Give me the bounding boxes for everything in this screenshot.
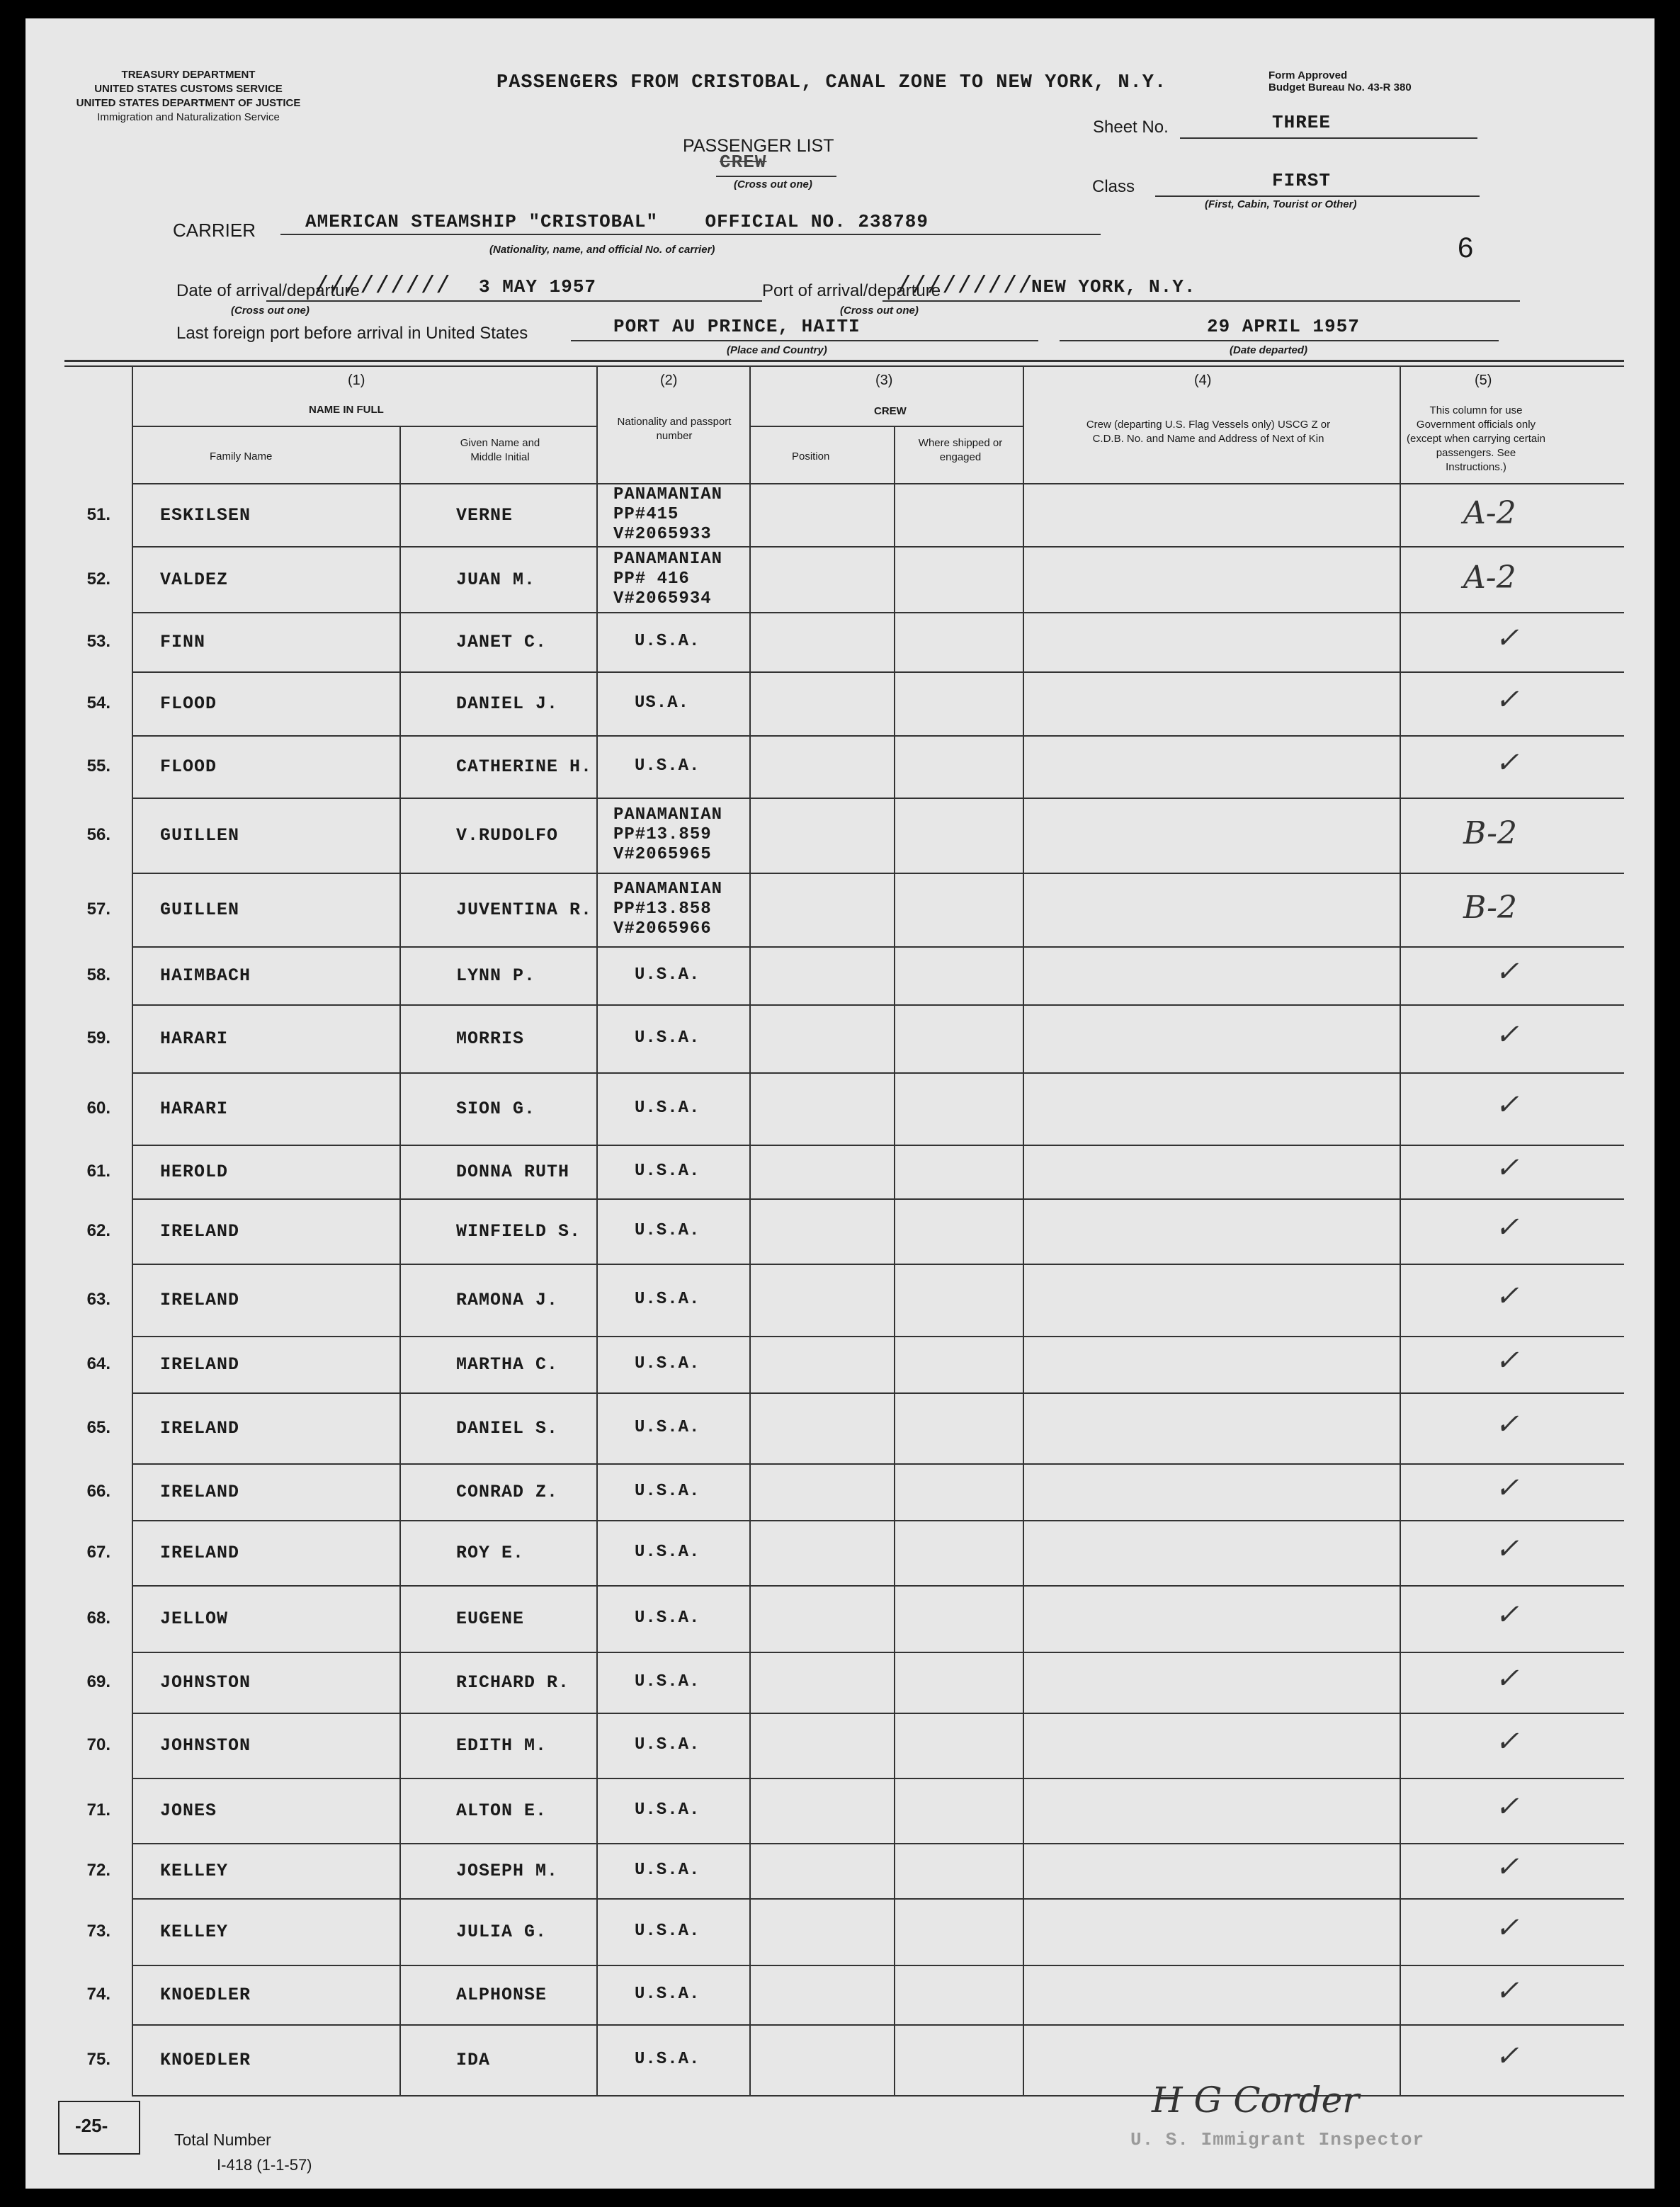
col-shipped-header: Where shipped or engaged xyxy=(918,437,1003,463)
official-mark: ✓ xyxy=(1495,2040,1519,2072)
row-number: 68. xyxy=(86,1609,110,1628)
row-separator xyxy=(132,1965,1624,1966)
row-number: 55. xyxy=(86,756,110,776)
official-mark: B-2 xyxy=(1463,890,1518,926)
col2-number: (2) xyxy=(660,373,678,388)
nationality-line: U.S.A. xyxy=(635,1162,700,1181)
family-name: HARARI xyxy=(160,1028,229,1049)
family-name: IRELAND xyxy=(160,1482,240,1502)
col-given-header: Given Name and Middle Initial xyxy=(460,437,540,463)
official-mark: ✓ xyxy=(1495,1344,1519,1377)
family-name: ESKILSEN xyxy=(160,504,251,526)
official-mark: ✓ xyxy=(1495,1533,1519,1565)
given-name: EDITH M. xyxy=(456,1735,547,1756)
hline-name-split xyxy=(132,426,596,427)
nationality-line: U.S.A. xyxy=(635,1735,700,1754)
place-caption: (Place and Country) xyxy=(727,344,827,356)
nationality-line: U.S.A. xyxy=(635,1482,700,1501)
official-mark: ✓ xyxy=(1495,1662,1519,1695)
row-number: 72. xyxy=(86,1861,110,1880)
row-number: 52. xyxy=(86,569,110,589)
official-mark: ✓ xyxy=(1495,747,1519,779)
col-position-header: Position xyxy=(792,450,830,463)
col-family-header: Family Name xyxy=(210,450,273,463)
row-separator xyxy=(132,1520,1624,1521)
nationality-line: U.S.A. xyxy=(635,1922,700,1941)
vline-a xyxy=(132,367,133,2095)
row-separator xyxy=(132,1713,1624,1714)
nationality-line: U.S.A. xyxy=(635,1099,700,1118)
given-name: DANIEL J. xyxy=(456,693,559,714)
class-underline xyxy=(1155,195,1480,197)
nationality-line: U.S.A. xyxy=(635,1672,700,1691)
row-separator xyxy=(132,546,1624,548)
given-name: VERNE xyxy=(456,504,513,526)
official-mark: ✓ xyxy=(1495,1851,1519,1883)
official-mark: ✓ xyxy=(1495,1408,1519,1441)
col3-title: CREW xyxy=(874,405,907,417)
agency-line-1: TREASURY DEPARTMENT xyxy=(121,69,256,81)
given-name: JOSEPH M. xyxy=(456,1861,559,1881)
col2-title: Nationality and passport number xyxy=(617,416,732,442)
nationality-line: PANAMANIAN xyxy=(613,484,723,504)
given-name: V.RUDOLFO xyxy=(456,825,559,846)
given-name: WINFIELD S. xyxy=(456,1221,581,1242)
nationality-line: US.A. xyxy=(635,693,690,713)
nationality-line: PP#415 xyxy=(613,504,679,524)
class-caption: (First, Cabin, Tourist or Other) xyxy=(1205,198,1357,210)
official-mark: ✓ xyxy=(1495,1472,1519,1504)
row-number: 71. xyxy=(86,1800,110,1820)
given-name: ROY E. xyxy=(456,1543,525,1563)
vline-f xyxy=(1023,367,1024,2095)
total-box-value: -25- xyxy=(75,2115,108,2136)
row-separator xyxy=(132,2095,1624,2097)
given-name: JANET C. xyxy=(456,632,547,652)
nationality-line: U.S.A. xyxy=(635,2050,700,2069)
form-approved xyxy=(1268,69,1412,93)
given-name: IDA xyxy=(456,2050,491,2070)
agency-line-3: UNITED STATES DEPARTMENT OF JUSTICE xyxy=(76,97,301,109)
official-mark: ✓ xyxy=(1495,1975,1519,2007)
list-title: PASSENGER LIST xyxy=(683,136,834,156)
sheet-label: Sheet No. xyxy=(1093,118,1169,137)
family-name: KELLEY xyxy=(160,1861,229,1881)
official-mark: ✓ xyxy=(1495,1089,1519,1121)
agency-block xyxy=(54,68,323,125)
table-top-rule-2 xyxy=(64,365,1624,367)
class-label: Class xyxy=(1092,177,1135,196)
carrier-label: CARRIER xyxy=(173,220,256,241)
nationality-line: U.S.A. xyxy=(635,1354,700,1373)
date-cross-note: (Cross out one) xyxy=(231,305,310,317)
page-number: 6 xyxy=(1458,232,1474,263)
port-value: NEW YORK, N.Y. xyxy=(1031,276,1196,297)
port-cross-note: (Cross out one) xyxy=(840,305,919,317)
given-name: DONNA RUTH xyxy=(456,1162,570,1182)
agency-line-4: Immigration and Naturalization Service xyxy=(97,111,280,123)
nationality-line: PP#13.859 xyxy=(613,825,712,844)
row-separator xyxy=(132,735,1624,737)
given-name: JUVENTINA R. xyxy=(456,900,593,920)
official-mark: ✓ xyxy=(1495,1280,1519,1312)
row-separator xyxy=(132,873,1624,874)
carrier-underline xyxy=(280,234,1101,235)
family-name: GUILLEN xyxy=(160,900,240,920)
row-separator xyxy=(132,1778,1624,1779)
nationality-line: U.S.A. xyxy=(635,1800,700,1820)
official-mark: ✓ xyxy=(1495,1211,1519,1244)
row-separator xyxy=(132,798,1624,799)
row-number: 63. xyxy=(86,1290,110,1309)
family-name: IRELAND xyxy=(160,1221,240,1242)
family-name: KNOEDLER xyxy=(160,2050,251,2070)
sheet-underline xyxy=(1180,137,1477,139)
nationality-line: U.S.A. xyxy=(635,1861,700,1880)
col4-title: Crew (departing U.S. Flag Vessels only) USCG Z or C.D.B. No. and Name and Address of Next of Kin xyxy=(1086,419,1331,445)
nationality-line: U.S.A. xyxy=(635,1609,700,1628)
col5-number: (5) xyxy=(1475,373,1492,388)
row-number: 51. xyxy=(86,504,110,524)
family-name: FINN xyxy=(160,632,206,652)
port-label: Port of arrival/departure xyxy=(762,281,941,300)
port-cross-marks: ///////// xyxy=(897,273,1033,300)
carrier-value: AMERICAN STEAMSHIP "CRISTOBAL" OFFICIAL NO. 238789 xyxy=(305,211,929,232)
date-label: Date of arrival/departure xyxy=(176,281,360,300)
list-sub-underline xyxy=(716,176,836,177)
nationality-line: V#2065966 xyxy=(613,919,712,938)
row-number: 57. xyxy=(86,900,110,919)
hline-crew-split xyxy=(749,426,1023,427)
row-separator xyxy=(132,1843,1624,1844)
vline-d xyxy=(749,367,751,2095)
nationality-line: U.S.A. xyxy=(635,1418,700,1437)
official-mark: ✓ xyxy=(1495,955,1519,988)
last-port-value: PORT AU PRINCE, HAITI xyxy=(613,316,861,337)
row-number: 61. xyxy=(86,1162,110,1181)
col3-number: (3) xyxy=(875,373,893,388)
given-name: CATHERINE H. xyxy=(456,756,593,777)
nationality-line: U.S.A. xyxy=(635,1290,700,1309)
family-name: IRELAND xyxy=(160,1418,240,1439)
nationality-line: U.S.A. xyxy=(635,1543,700,1562)
date-cross-marks: ///////// xyxy=(314,273,451,300)
date-departed-underline xyxy=(1060,340,1499,341)
given-name: RAMONA J. xyxy=(456,1290,559,1310)
family-name: KELLEY xyxy=(160,1922,229,1942)
date-underline xyxy=(266,300,762,302)
nationality-line: PP# 416 xyxy=(613,569,690,589)
col5-title: This column for use Government officials only (except when carrying certain passengers. See Instructions.) xyxy=(1407,404,1545,473)
nationality-line: V#2065965 xyxy=(613,845,712,864)
row-number: 65. xyxy=(86,1418,110,1437)
hline-header-bottom xyxy=(132,483,1624,484)
row-number: 54. xyxy=(86,693,110,713)
vline-e xyxy=(894,426,895,2095)
row-separator xyxy=(132,612,1624,613)
nationality-line: V#2065933 xyxy=(613,524,712,544)
vline-g xyxy=(1400,367,1401,2095)
row-number: 73. xyxy=(86,1922,110,1941)
family-name: FLOOD xyxy=(160,693,217,714)
row-separator xyxy=(132,1264,1624,1265)
official-mark: ✓ xyxy=(1495,1725,1519,1758)
last-port-label: Last foreign port before arrival in United States xyxy=(176,324,528,343)
port-underline xyxy=(882,300,1520,302)
nationality-line: V#2065934 xyxy=(613,589,712,608)
family-name: IRELAND xyxy=(160,1543,240,1563)
row-number: 67. xyxy=(86,1543,110,1562)
nationality-line: PANAMANIAN xyxy=(613,549,723,569)
row-number: 56. xyxy=(86,825,110,844)
date-departed-value: 29 APRIL 1957 xyxy=(1207,316,1360,337)
given-name: JUAN M. xyxy=(456,569,536,590)
family-name: KNOEDLER xyxy=(160,1985,251,2005)
family-name: JOHNSTON xyxy=(160,1672,251,1693)
row-number: 70. xyxy=(86,1735,110,1754)
row-separator xyxy=(132,671,1624,673)
given-name: EUGENE xyxy=(456,1609,525,1629)
row-separator xyxy=(132,946,1624,948)
family-name: JELLOW xyxy=(160,1609,229,1629)
family-name: GUILLEN xyxy=(160,825,240,846)
col1-number: (1) xyxy=(348,373,365,388)
budget-bureau-text: Budget Bureau No. 43-R 380 xyxy=(1268,81,1412,93)
total-label: Total Number xyxy=(174,2131,271,2149)
nationality-line: PANAMANIAN xyxy=(613,805,723,824)
family-name: HEROLD xyxy=(160,1162,229,1182)
given-name: JULIA G. xyxy=(456,1922,547,1942)
sheet-value: THREE xyxy=(1272,112,1332,133)
official-mark: B-2 xyxy=(1463,815,1518,851)
carrier-caption: (Nationality, name, and official No. of carrier) xyxy=(489,244,715,256)
row-number: 64. xyxy=(86,1354,110,1373)
given-name: ALTON E. xyxy=(456,1800,547,1821)
document-title: PASSENGERS FROM CRISTOBAL, CANAL ZONE TO NEW YORK, N.Y. xyxy=(496,72,1167,93)
family-name: JOHNSTON xyxy=(160,1735,251,1756)
row-number: 60. xyxy=(86,1099,110,1118)
official-mark: A-2 xyxy=(1463,559,1516,596)
date-departed-caption: (Date departed) xyxy=(1230,344,1308,356)
list-cross-note: (Cross out one) xyxy=(734,178,812,191)
family-name: IRELAND xyxy=(160,1354,240,1375)
last-port-underline xyxy=(571,340,1038,341)
row-number: 75. xyxy=(86,2050,110,2069)
vline-c xyxy=(596,367,598,2095)
family-name: VALDEZ xyxy=(160,569,229,590)
nationality-line: U.S.A. xyxy=(635,1985,700,2004)
given-name: MORRIS xyxy=(456,1028,525,1049)
row-number: 74. xyxy=(86,1985,110,2004)
col4-number: (4) xyxy=(1194,373,1212,388)
row-separator xyxy=(132,1072,1624,1074)
row-separator xyxy=(132,1652,1624,1653)
date-value: 3 MAY 1957 xyxy=(479,276,597,297)
official-mark: A-2 xyxy=(1463,494,1516,531)
given-name: ALPHONSE xyxy=(456,1985,547,2005)
given-name: MARTHA C. xyxy=(456,1354,559,1375)
official-mark: ✓ xyxy=(1495,1599,1519,1631)
row-separator xyxy=(132,1898,1624,1900)
row-separator xyxy=(132,2024,1624,2026)
row-number: 66. xyxy=(86,1482,110,1501)
row-number: 69. xyxy=(86,1672,110,1691)
nationality-line: U.S.A. xyxy=(635,756,700,776)
given-name: LYNN P. xyxy=(456,965,536,986)
nationality-line: PP#13.858 xyxy=(613,900,712,919)
family-name: FLOOD xyxy=(160,756,217,777)
official-mark: ✓ xyxy=(1495,1791,1519,1823)
row-separator xyxy=(132,1198,1624,1200)
list-sub-crossed: CREW xyxy=(720,152,767,173)
nationality-line: PANAMANIAN xyxy=(613,880,723,899)
official-mark: ✓ xyxy=(1495,683,1519,716)
passenger-list-document xyxy=(25,18,1655,2189)
row-separator xyxy=(132,1392,1624,1394)
row-number: 58. xyxy=(86,965,110,985)
nationality-line: U.S.A. xyxy=(635,965,700,985)
official-mark: ✓ xyxy=(1495,1152,1519,1184)
nationality-line: U.S.A. xyxy=(635,632,700,651)
family-name: JONES xyxy=(160,1800,217,1821)
family-name: HARARI xyxy=(160,1099,229,1119)
row-separator xyxy=(132,1585,1624,1587)
class-value: FIRST xyxy=(1272,170,1332,191)
inspector-title: U. S. Immigrant Inspector xyxy=(1130,2129,1425,2150)
given-name: DANIEL S. xyxy=(456,1418,559,1439)
official-mark: ✓ xyxy=(1495,622,1519,654)
vline-b xyxy=(399,426,401,2095)
row-number: 62. xyxy=(86,1221,110,1240)
col1-title: NAME IN FULL xyxy=(309,404,384,416)
inspector-signature: H G Corder xyxy=(1152,2080,1360,2121)
given-name: CONRAD Z. xyxy=(456,1482,559,1502)
nationality-line: U.S.A. xyxy=(635,1221,700,1240)
given-name: SION G. xyxy=(456,1099,536,1119)
row-separator xyxy=(132,1004,1624,1006)
table-top-rule-1 xyxy=(64,360,1624,362)
row-number: 53. xyxy=(86,632,110,651)
family-name: IRELAND xyxy=(160,1290,240,1310)
agency-line-2: UNITED STATES CUSTOMS SERVICE xyxy=(94,83,283,95)
row-separator xyxy=(132,1463,1624,1465)
nationality-line: U.S.A. xyxy=(635,1028,700,1048)
family-name: HAIMBACH xyxy=(160,965,251,986)
row-number: 59. xyxy=(86,1028,110,1048)
official-mark: ✓ xyxy=(1495,1912,1519,1944)
given-name: RICHARD R. xyxy=(456,1672,570,1693)
row-separator xyxy=(132,1336,1624,1337)
form-code: I-418 (1-1-57) xyxy=(217,2156,312,2174)
row-separator xyxy=(132,1145,1624,1146)
official-mark: ✓ xyxy=(1495,1019,1519,1051)
form-approved-text: Form Approved xyxy=(1268,69,1348,81)
